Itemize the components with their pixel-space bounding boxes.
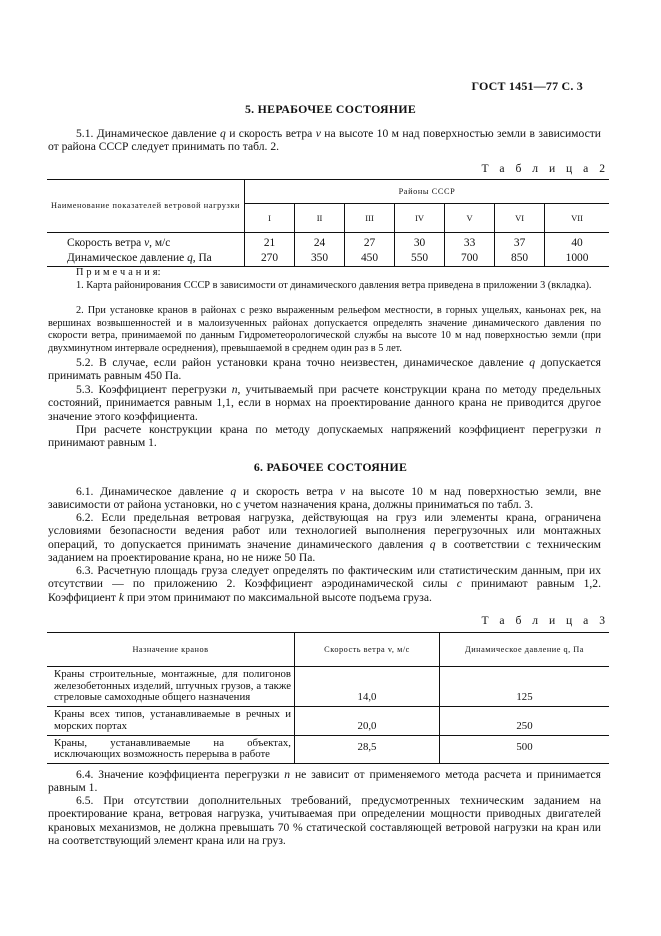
table-3 xyxy=(47,632,609,764)
paragraph-5-3-b: При расчете конструкции крана по методу допускаемых напряжений коэффициент перегрузки n принимают равным 1. xyxy=(48,423,601,450)
table-cell: 30 xyxy=(395,233,445,250)
table-2-caption: Т а б л и ц а 2 xyxy=(481,162,609,175)
paragraph-6-3: 6.3. Расчетную площадь груза следует определять по фактическим или статистическим данным, при их отсутствии — по приложению 2. Коэффициент аэродинамической силы c принимают равным 1,2. Коэффициент k при этом принимают по максимальной высоте подъема груза. xyxy=(48,564,601,604)
pressure-cell: 250 xyxy=(440,707,610,735)
table-cell: 1000 xyxy=(545,249,609,267)
section-6-title: 6. РАБОЧЕЕ СОСТОЯНИЕ xyxy=(253,460,408,474)
table-cell: 37 xyxy=(495,233,545,250)
note-2: 2. При установке кранов в районах с резко выраженным рельефом местности, в горных ущельях, каньонах рек, на вершинах возвышенностей и в малоизученных районах допускается определять значение динамического давления по скорости ветра, принимаемой по данным Гидрометеорологической службы на высоте 10 м над поверхностью земли (при двухминутном интервале осреднения), превышаемой в среднем один раз в 5 лет. xyxy=(48,305,601,354)
table-cell: 24 xyxy=(295,233,345,250)
pressure-cell: 125 xyxy=(440,667,610,707)
row-label: Скорость ветра v, м/с xyxy=(47,233,245,250)
purpose-cell: Краны, устанавливаемые на объектах, исключающих возможность перерыва в работе xyxy=(47,735,295,763)
table-cell: 550 xyxy=(395,249,445,267)
region-cell: II xyxy=(295,204,345,233)
pressure-header: Динамическое давление q, Па xyxy=(440,633,610,667)
table-cell: 450 xyxy=(345,249,395,267)
table-cell: 21 xyxy=(245,233,295,250)
purpose-cell: Краны строительные, монтажные, для полигонов железобетонных изделий, штучных грузов, а также стреловые самоходные общего назначения xyxy=(47,667,295,707)
table-row xyxy=(47,233,609,250)
region-cell: V xyxy=(445,204,495,233)
region-cell: III xyxy=(345,204,395,233)
row-label: Динамическое давление q, Па xyxy=(47,249,245,267)
speed-header: Скорость ветра v, м/с xyxy=(295,633,440,667)
table-row xyxy=(47,735,609,763)
table-2-header-row xyxy=(47,180,609,204)
table-2-col-header: Наименование показателей ветровой нагрузки xyxy=(47,180,245,233)
paragraph-5-1: 5.1. Динамическое давление q и скорость ветра v на высоте 10 м над поверхностью земли в зависимости от района СССР следует принимать по табл. 2. xyxy=(48,127,601,154)
table-row xyxy=(47,249,609,267)
paragraph-6-5: 6.5. При отсутствии дополнительных требований, предусмотренных техническим заданием на проектирование крана, ветровая нагрузка, учитываемая при определении мощности приводных двигателей крановых механизмов, не должна превышать 70 % статической составляющей ветровой нагрузки на кран или на соответствующий элемент крана или на груз. xyxy=(48,794,601,847)
speed-cell: 14,0 xyxy=(295,667,440,707)
paragraph-6-1: 6.1. Динамическое давление q и скорость ветра v на высоте 10 м над поверхностью земли, вне зависимости от района установки, но с учетом назначения крана, должны приниматься по табл. 3. xyxy=(48,485,602,512)
notes-title: П р и м е ч а н и я: xyxy=(76,267,161,278)
table-row xyxy=(47,667,609,707)
page-header: ГОСТ 1451—77 С. 3 xyxy=(471,79,583,93)
region-cell: VI xyxy=(495,204,545,233)
speed-cell: 28,5 xyxy=(295,735,440,763)
paragraph-6-2: 6.2. Если предельная ветровая нагрузка, действующая на груз или элементы крана, ограничена условиями безопасности ведения работ или технологией выполнения перегрузочных или монтажных операций, то допускается принимать значение динамического давления q в соответствии с техническим заданием на проектирование крана, но не ниже 50 Па. xyxy=(48,511,601,564)
paragraph-6-4: 6.4. Значение коэффициента перегрузки n не зависит от применяемого метода расчета и принимается равным 1. xyxy=(48,768,602,795)
table-2-regions-header: Районы СССР xyxy=(245,180,610,204)
table-cell: 40 xyxy=(545,233,609,250)
table-3-caption: Т а б л и ц а 3 xyxy=(481,614,609,627)
region-cell: I xyxy=(245,204,295,233)
speed-cell: 20,0 xyxy=(295,707,440,735)
pressure-cell: 500 xyxy=(440,735,610,763)
table-cell: 270 xyxy=(245,249,295,267)
paragraph-5-3: 5.3. Коэффициент перегрузки n, учитываемый при расчете конструкции крана по методу предельных состояний, принимается равным 1,1, если в нормах на проектирование данного крана не приводится другое значение этого коэффициента. xyxy=(48,383,601,423)
paragraph-5-2: 5.2. В случае, если район установки крана точно неизвестен, динамическое давление q допускается принимать равным 450 Па. xyxy=(48,356,601,383)
region-cell: VII xyxy=(545,204,609,233)
purpose-header: Назначение кранов xyxy=(47,633,295,667)
table-cell: 850 xyxy=(495,249,545,267)
table-cell: 27 xyxy=(345,233,395,250)
table-3-header-row xyxy=(47,633,609,667)
region-cell: IV xyxy=(395,204,445,233)
section-5-title: 5. НЕРАБОЧЕЕ СОСТОЯНИЕ xyxy=(244,102,416,116)
purpose-cell: Краны всех типов, устанавливаемые в речных и морских портах xyxy=(47,707,295,735)
table-2 xyxy=(47,179,609,267)
table-cell: 700 xyxy=(445,249,495,267)
table-cell: 350 xyxy=(295,249,345,267)
table-cell: 33 xyxy=(445,233,495,250)
table-row xyxy=(47,707,609,735)
note-1: 1. Карта районирования СССР в зависимости от динамического давления ветра приведена в приложении 3 (вкладка). xyxy=(76,280,592,291)
